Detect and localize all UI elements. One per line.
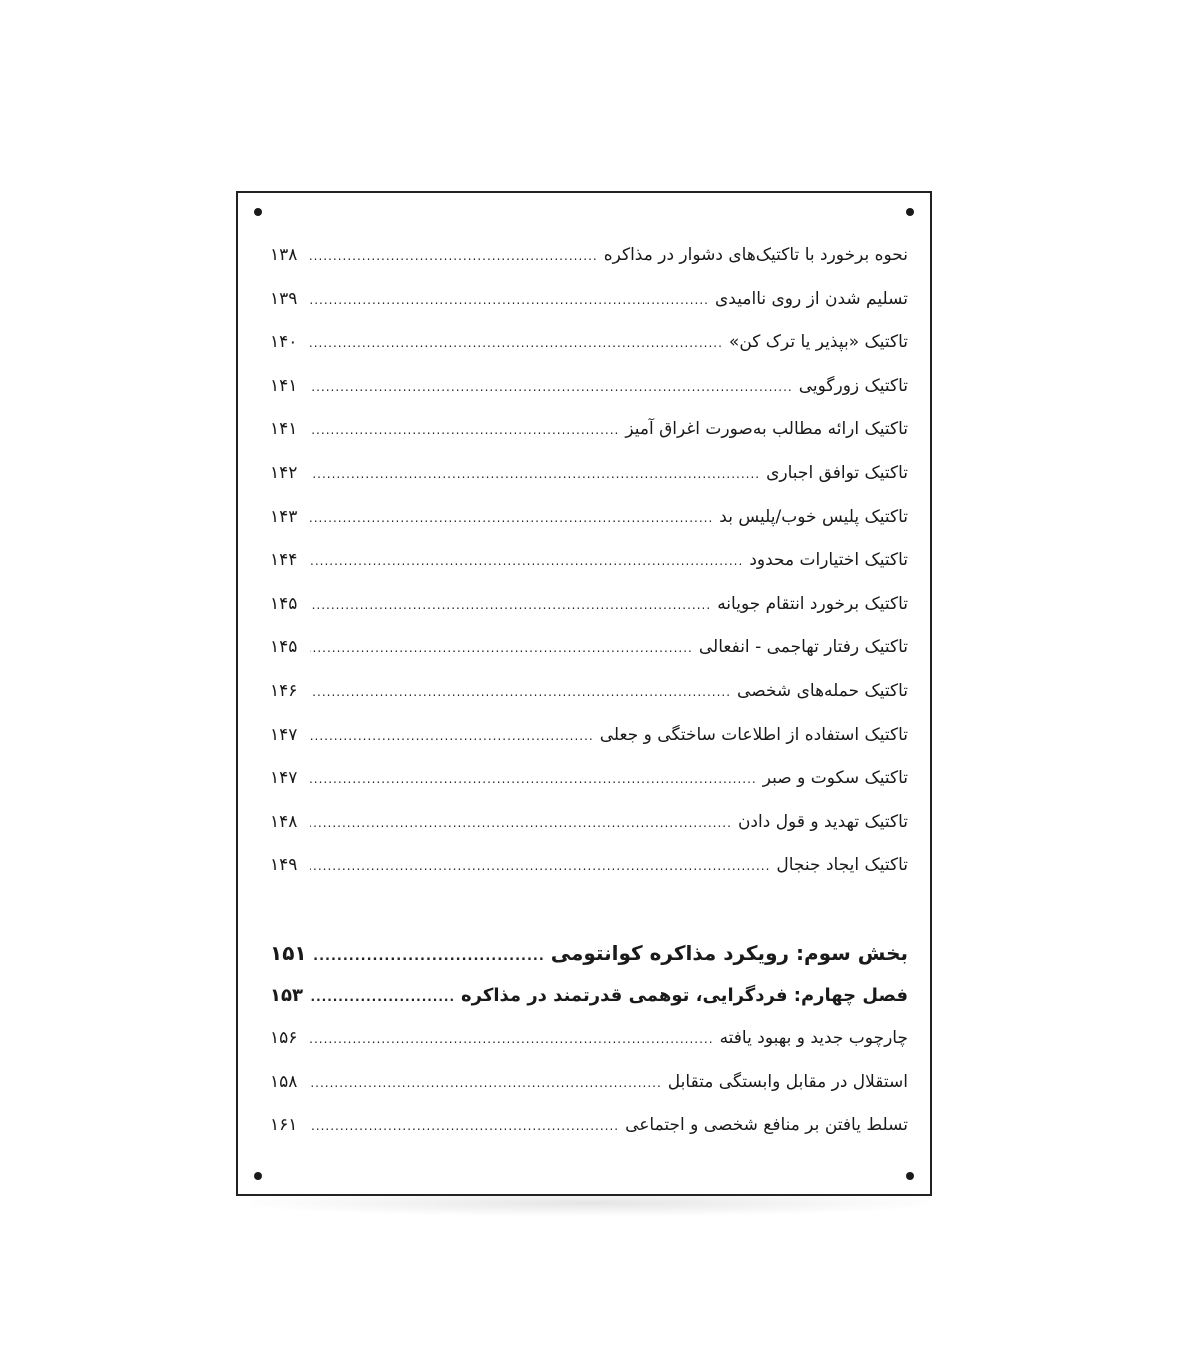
- toc-entry: [270, 594, 908, 638]
- toc-entry-page: ۱۴۰: [270, 332, 298, 353]
- corner-dot-bottom-left: [254, 1172, 262, 1180]
- toc-entry: [270, 1028, 908, 1072]
- toc-entry-title: تاکتیک تهدید و قول دادن: [737, 811, 908, 832]
- toc-entry-page: ۱۴۱: [270, 375, 298, 396]
- toc-entry: [270, 245, 908, 289]
- toc-entry: [270, 1115, 908, 1159]
- toc-entry-title: تسلیم شدن از روی ناامیدی: [715, 288, 908, 309]
- book-page: [236, 191, 932, 1196]
- table-of-contents: [270, 245, 908, 1159]
- corner-dot-bottom-right: [906, 1172, 914, 1180]
- toc-dot-leader: [310, 249, 598, 263]
- toc-entry-title: تاکتیک سکوت و صبر: [762, 768, 908, 789]
- toc-dot-leader: [310, 380, 793, 394]
- toc-dot-leader: [310, 641, 693, 655]
- toc-entry-page: ۱۴۹: [270, 855, 298, 876]
- toc-entry: [270, 855, 908, 899]
- toc-entry: [270, 419, 908, 463]
- toc-entry: [270, 681, 908, 725]
- toc-entry-page: ۱۴۳: [270, 506, 298, 527]
- toc-entry-page: ۱۶۱: [270, 1115, 298, 1136]
- toc-entry-page: ۱۳۹: [270, 288, 298, 309]
- corner-dot-top-right: [906, 208, 914, 216]
- toc-entry-page: ۱۴۵: [270, 593, 298, 614]
- toc-chapter-heading: [270, 985, 908, 1029]
- toc-entry-title: تاکتیک اختیارات محدود: [749, 550, 908, 571]
- toc-entry-title: تاکتیک حمله‌های شخصی: [737, 680, 908, 701]
- corner-dot-top-left: [254, 208, 262, 216]
- toc-dot-leader: [310, 816, 732, 830]
- toc-entry-title: تاکتیک ایجاد جنجال: [776, 855, 908, 876]
- toc-entry-title: تاکتیک پلیس خوب/پلیس بد: [719, 506, 908, 527]
- toc-entry-title: تاکتیک ارائه مطالب به‌صورت اغراق آمیز: [625, 419, 908, 440]
- toc-entry: [270, 768, 908, 812]
- toc-dot-leader: [310, 685, 731, 699]
- toc-entry: [270, 550, 908, 594]
- toc-entry-page: ۱۴۲: [270, 462, 298, 483]
- toc-dot-leader: [310, 336, 723, 350]
- toc-entry: [270, 507, 908, 551]
- toc-chapter-title: فصل چهارم: فردگرایی، توهمی قدرتمند در مذاکره: [461, 984, 908, 1006]
- toc-entry-page: ۱۵۶: [270, 1028, 298, 1049]
- toc-entry: [270, 289, 908, 333]
- toc-entry-title: تاکتیک زورگویی: [798, 375, 908, 396]
- toc-dot-leader: [310, 511, 713, 525]
- toc-entry: [270, 1072, 908, 1116]
- toc-section-heading: [270, 941, 908, 985]
- toc-entry-page: ۱۴۸: [270, 811, 298, 832]
- toc-entry-page: ۱۵۸: [270, 1071, 298, 1092]
- toc-entry-title: تاکتیک برخورد انتقام جویانه: [717, 593, 908, 614]
- toc-dot-leader: [310, 467, 760, 481]
- toc-entry-page: ۱۴۷: [270, 768, 298, 789]
- toc-dot-leader: [310, 1119, 619, 1133]
- toc-entry-title: تسلط یافتن بر منافع شخصی و اجتماعی: [625, 1115, 908, 1136]
- toc-section-title: بخش سوم: رویکرد مذاکره کوانتومی: [550, 940, 908, 965]
- toc-entry-page: ۱۴۷: [270, 724, 298, 745]
- toc-dot-leader: [310, 423, 619, 437]
- toc-entry: [270, 332, 908, 376]
- toc-entry-page: ۱۳۸: [270, 245, 298, 265]
- toc-entry-title: تاکتیک توافق اجباری: [766, 462, 908, 483]
- toc-dot-leader: [310, 990, 455, 1004]
- toc-dot-leader: [310, 1076, 662, 1090]
- toc-dot-leader: [310, 293, 709, 307]
- toc-entry-title: تاکتیک رفتار تهاجمی - انفعالی: [698, 637, 908, 658]
- toc-entry-page: ۱۴۶: [270, 680, 298, 701]
- toc-entry: [270, 637, 908, 681]
- toc-dot-leader: [310, 729, 594, 743]
- toc-dot-leader: [310, 554, 743, 568]
- toc-entry-page: ۱۴۴: [270, 550, 298, 571]
- toc-entry: [270, 812, 908, 856]
- toc-dot-leader: [310, 598, 711, 612]
- toc-entry-title: تاکتیک «بپذیر یا ترک کن»: [728, 332, 908, 353]
- toc-entry-page: ۱۴۱: [270, 419, 298, 440]
- toc-dot-leader: [313, 949, 545, 964]
- toc-entry-title: تاکتیک استفاده از اطلاعات ساختگی و جعلی: [599, 724, 908, 745]
- toc-dot-leader: [310, 772, 757, 786]
- toc-entry-title: چارچوب جدید و بهبود یافته: [719, 1028, 908, 1049]
- toc-entry-page: ۱۴۵: [270, 637, 298, 658]
- toc-section-page: ۱۵۱: [270, 940, 307, 965]
- toc-entry: [270, 463, 908, 507]
- toc-entry-title: نحوه برخورد با تاکتیک‌های دشوار در مذاکره: [603, 245, 908, 265]
- toc-entry-title: استقلال در مقابل وابستگی متقابل: [667, 1071, 908, 1092]
- section-gap: [270, 899, 908, 941]
- toc-dot-leader: [310, 1032, 714, 1046]
- toc-entry: [270, 725, 908, 769]
- toc-chapter-page: ۱۵۳: [270, 984, 303, 1006]
- toc-dot-leader: [310, 859, 770, 873]
- toc-entry: [270, 376, 908, 420]
